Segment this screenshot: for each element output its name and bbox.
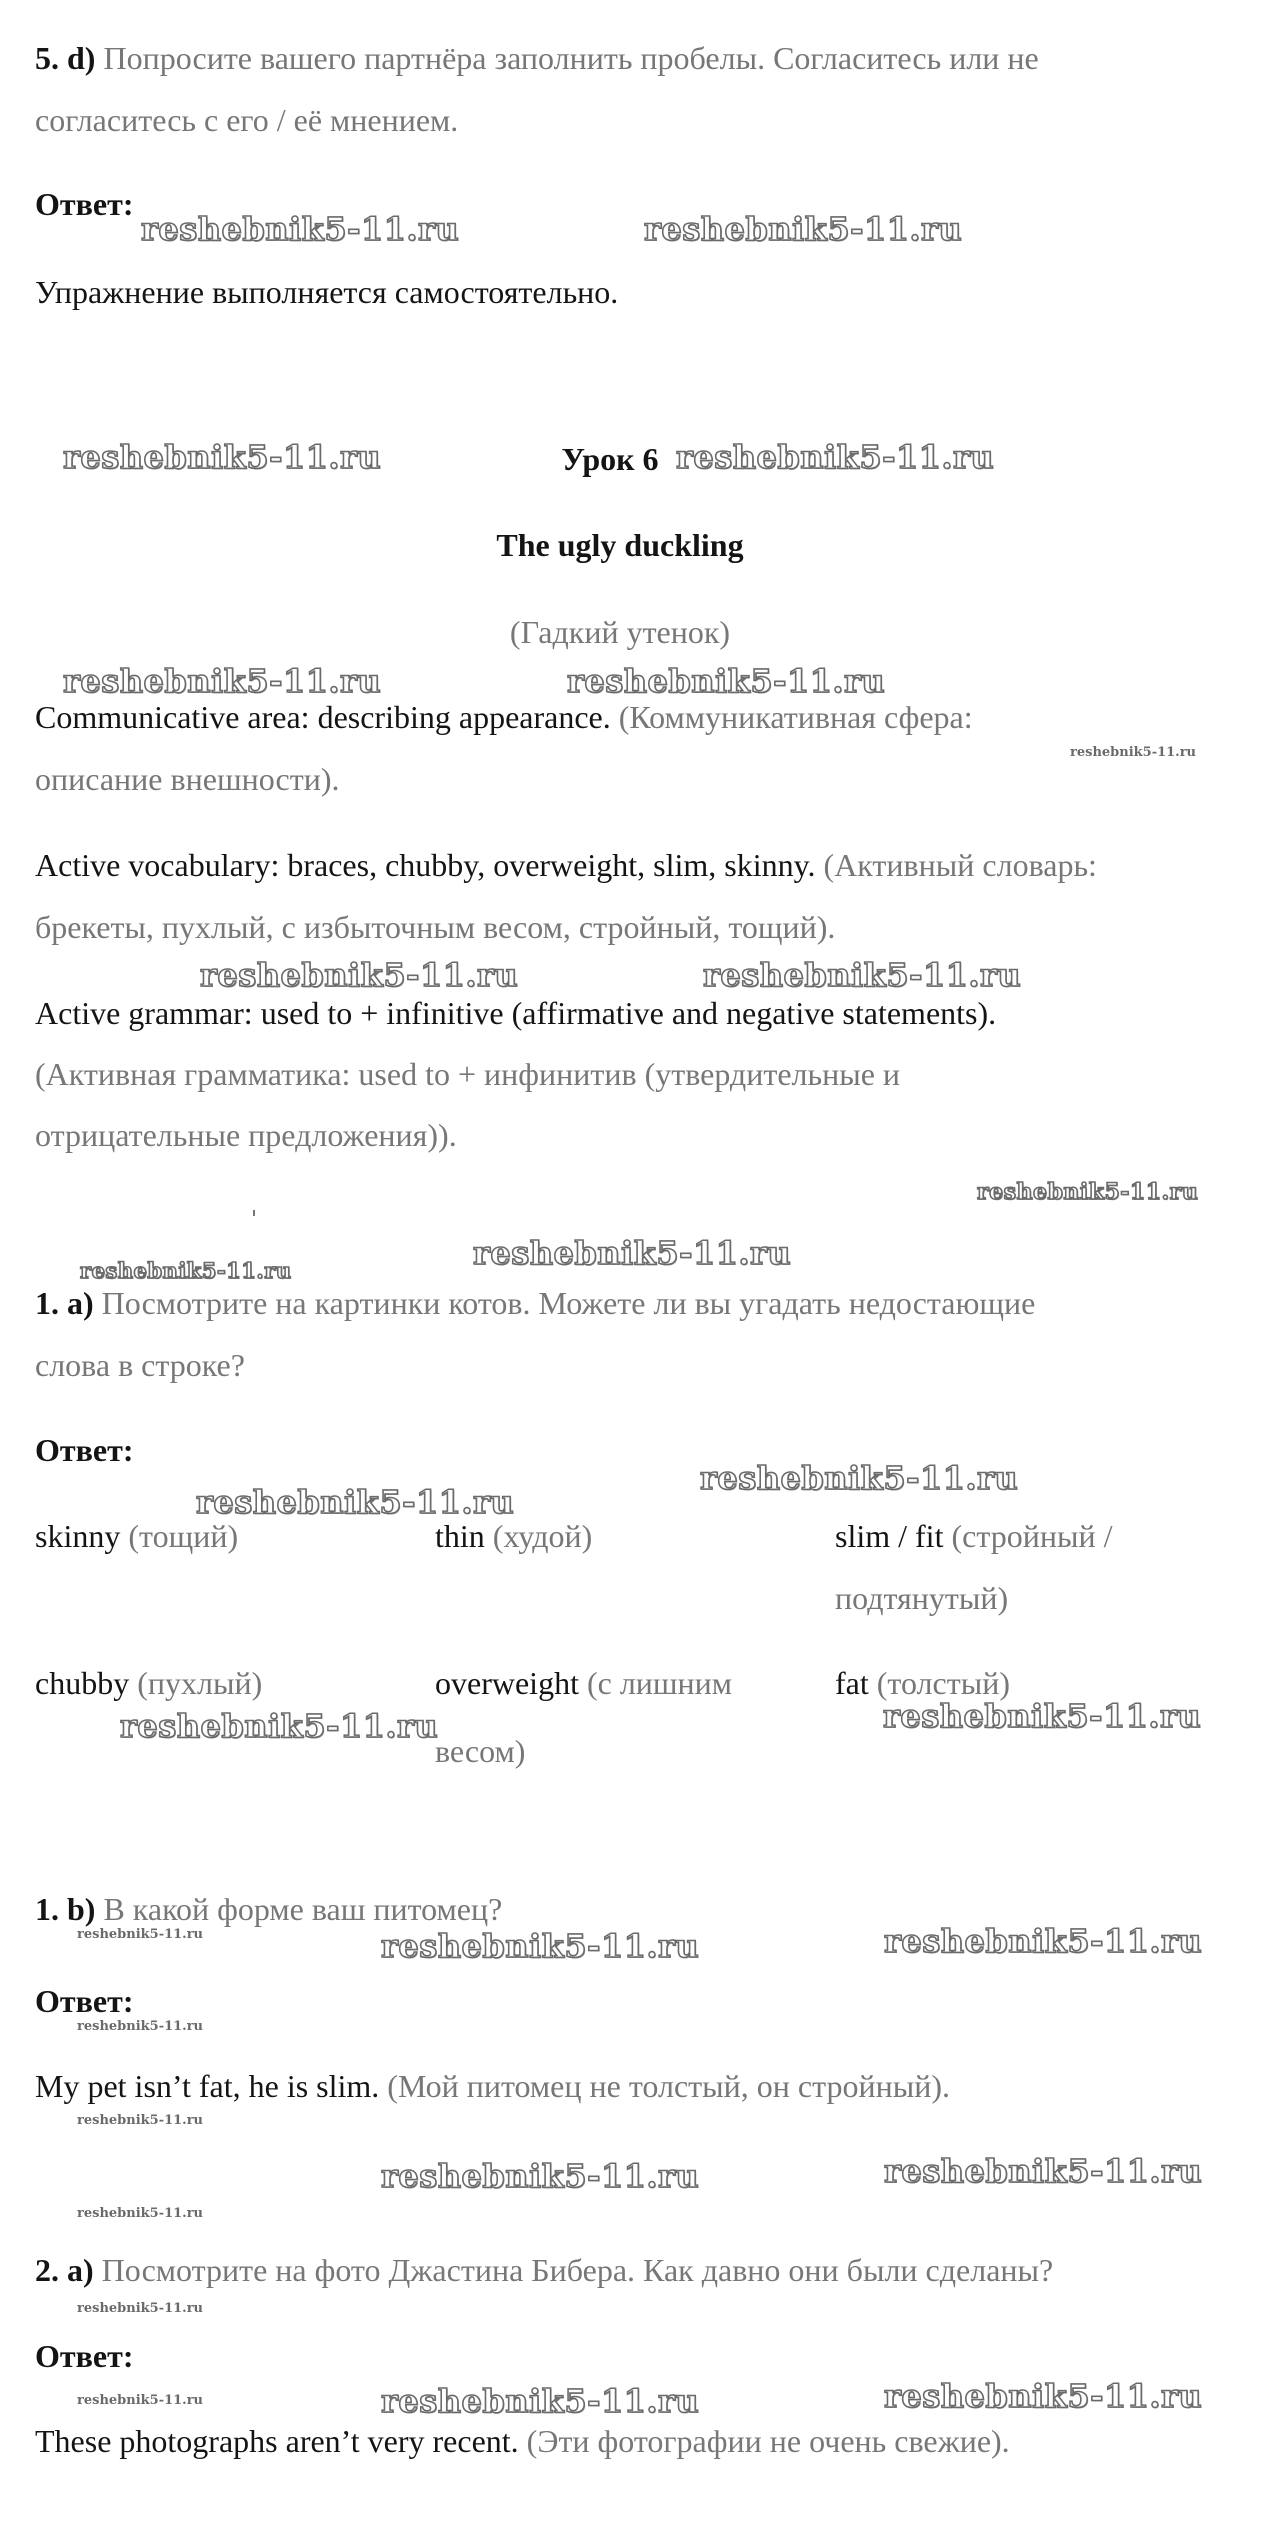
question-text: Посмотрите на фото Джастина Бибера. Как давно они были сделаны?: [101, 2252, 1054, 2288]
word-slim-fit-translation-cont: подтянутый): [835, 1580, 1009, 1616]
word-skinny: skinny (тощий): [35, 1518, 239, 1554]
watermark: reshebnik5-11.ru: [700, 1459, 1019, 1497]
question-text: В какой форме ваш питомец?: [103, 1891, 503, 1927]
word-overweight: overweight (с лишним: [435, 1665, 733, 1701]
watermark: reshebnik5-11.ru: [80, 1258, 292, 1283]
active-vocabulary: Active vocabulary: braces, chubby, overweight, slim, skinny. (Активный словарь:: [35, 847, 1097, 883]
task-number: 5. d): [35, 40, 96, 76]
watermark: reshebnik5-11.ru: [141, 210, 460, 248]
word-overweight-translation-cont: весом): [435, 1733, 526, 1769]
communicative-area: Communicative area: describing appearance. (Коммуникативная сфера:: [35, 699, 973, 735]
watermark: reshebnik5-11.ru: [77, 2206, 204, 2221]
lesson-title-translation: (Гадкий утенок): [509, 614, 731, 650]
answer-label: Ответ:: [35, 1983, 134, 2019]
watermark: reshebnik5-11.ru: [63, 662, 382, 700]
watermark: reshebnik5-11.ru: [77, 2113, 204, 2128]
lesson-title: The ugly duckling: [496, 527, 744, 563]
word-thin: thin (худой): [435, 1518, 593, 1554]
watermark: reshebnik5-11.ru: [77, 2301, 204, 2316]
communicative-area-translation: описание внешности).: [35, 761, 340, 797]
watermark: reshebnik5-11.ru: [644, 210, 963, 248]
watermark: reshebnik5-11.ru: [77, 1927, 204, 1942]
task-1b-question: [35, 1893, 502, 1925]
lesson-number: Урок 6: [561, 441, 659, 477]
task-2a-answer: These photographs aren’t very recent. (Эти фотографии не очень свежие).: [35, 2423, 1010, 2459]
task-number: 1. a): [35, 1285, 94, 1321]
watermark: reshebnik5-11.ru: [676, 438, 995, 476]
word-chubby: chubby (пухлый): [35, 1665, 263, 1701]
watermark: reshebnik5-11.ru: [884, 2152, 1203, 2190]
task-number: 2. a): [35, 2252, 94, 2288]
watermark: reshebnik5-11.ru: [196, 1483, 515, 1521]
task-5d-answer: Упражнение выполняется самостоятельно.: [35, 274, 619, 310]
word-fat: fat (толстый): [835, 1665, 1010, 1701]
watermark: reshebnik5-11.ru: [977, 1179, 1199, 1205]
watermark: reshebnik5-11.ru: [77, 2393, 204, 2408]
watermark: reshebnik5-11.ru: [381, 2382, 700, 2420]
answer-label: Ответ:: [35, 1432, 134, 1468]
watermark: reshebnik5-11.ru: [884, 2377, 1203, 2415]
question-text: Попросите вашего партнёра заполнить пробелы. Согласитесь или не: [103, 40, 1039, 76]
active-grammar-translation-line1: (Активная грамматика: used to + инфинитив (утвердительные и: [35, 1056, 901, 1092]
watermark: reshebnik5-11.ru: [63, 438, 382, 476]
watermark: reshebnik5-11.ru: [381, 1927, 700, 1965]
answer-label: Ответ:: [35, 2338, 134, 2374]
active-grammar-translation-line2: отрицательные предложения)).: [35, 1117, 457, 1153]
task-1a-question-line2: слова в строке?: [35, 1347, 245, 1383]
watermark: reshebnik5-11.ru: [77, 2019, 204, 2034]
task-5d-question-line2: согласитесь с его / её мнением.: [35, 102, 459, 138]
watermark: reshebnik5-11.ru: [1070, 745, 1197, 760]
word-slim-fit: slim / fit (стройный /: [835, 1518, 1113, 1554]
watermark: reshebnik5-11.ru: [883, 1697, 1202, 1735]
task-number: 1. b): [35, 1891, 96, 1927]
task-5d-question-line1: [35, 42, 1039, 74]
watermark: reshebnik5-11.ru: [703, 956, 1022, 994]
active-vocabulary-translation: брекеты, пухлый, с избыточным весом, стройный, тощий).: [35, 909, 836, 945]
task-1b-answer: My pet isn’t fat, he is slim. (Мой питомец не толстый, он стройный).: [35, 2068, 950, 2104]
answer-label: Ответ:: [35, 186, 134, 222]
watermark: reshebnik5-11.ru: [473, 1234, 792, 1272]
watermark: reshebnik5-11.ru: [381, 2157, 700, 2195]
task-2a-question: [35, 2254, 1053, 2286]
active-grammar: Active grammar: used to + infinitive (affirmative and negative statements).: [35, 995, 997, 1031]
task-1a-question-line1: [35, 1287, 1035, 1319]
watermark: reshebnik5-11.ru: [884, 1922, 1203, 1960]
watermark: reshebnik5-11.ru: [567, 662, 886, 700]
question-text: Посмотрите на картинки котов. Можете ли вы угадать недостающие: [101, 1285, 1036, 1321]
stray-mark: [253, 1210, 255, 1216]
watermark: reshebnik5-11.ru: [120, 1707, 439, 1745]
watermark: reshebnik5-11.ru: [200, 956, 519, 994]
